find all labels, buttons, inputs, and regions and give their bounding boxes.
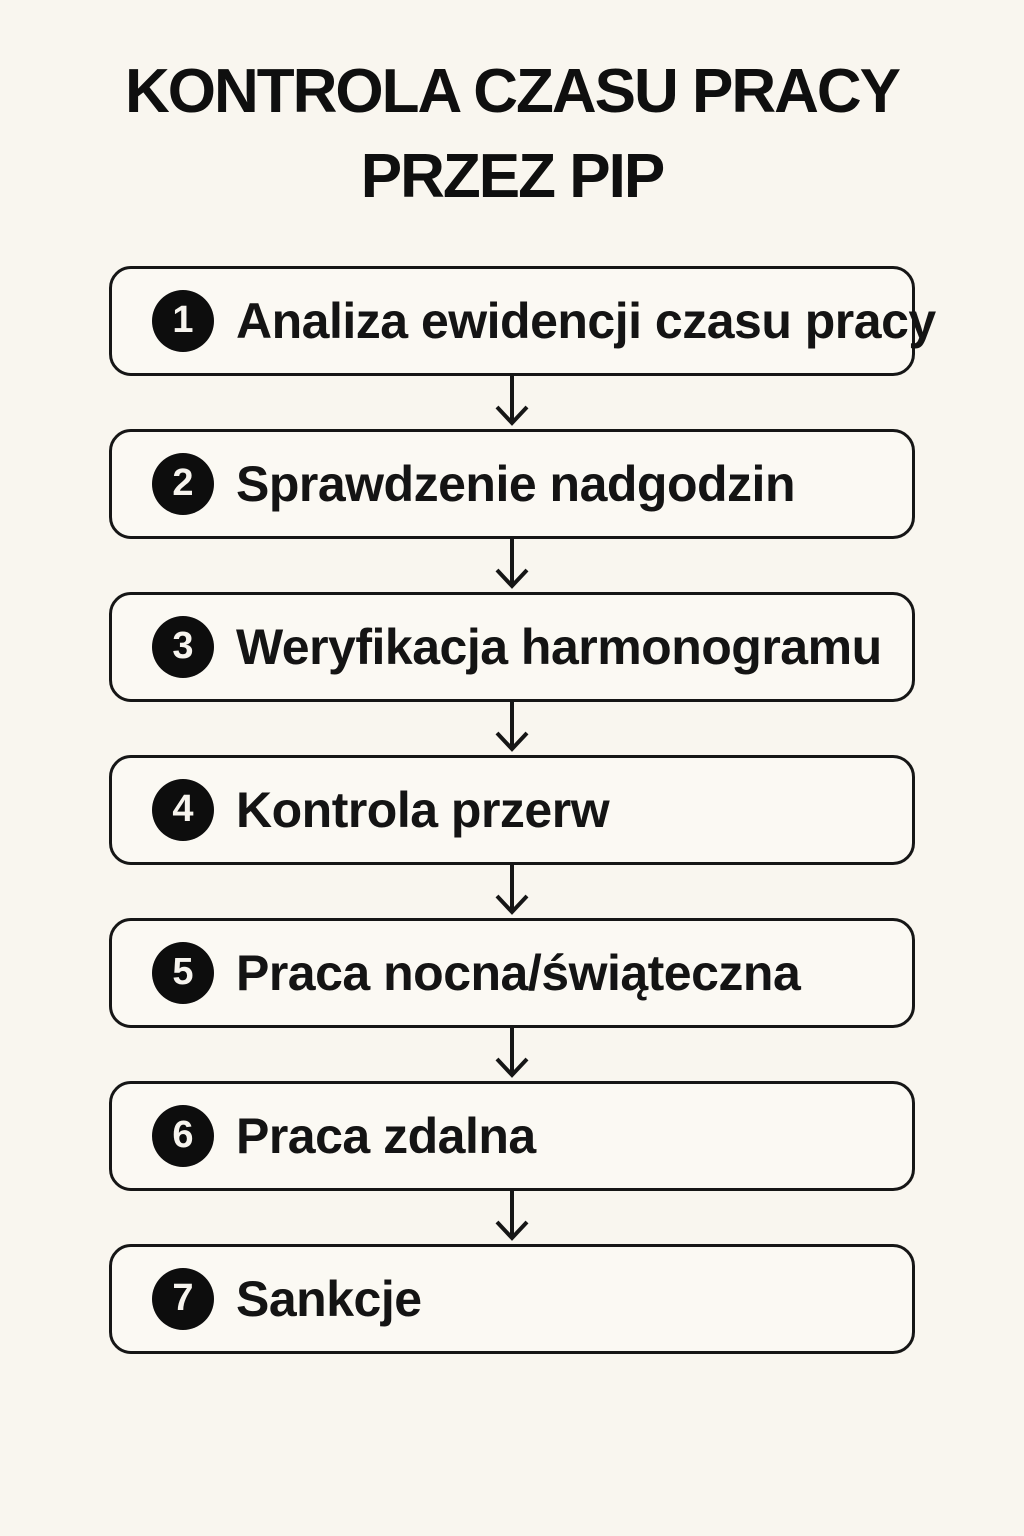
page-title	[32, 50, 992, 220]
flow-step-6	[109, 1081, 915, 1191]
flow-step-5	[109, 918, 915, 1028]
arrow-down-icon	[109, 865, 915, 918]
arrow-down-icon	[109, 1191, 915, 1244]
step-number-badge: 6	[152, 1105, 214, 1167]
flow-step-1	[109, 266, 936, 376]
step-number-badge: 2	[152, 453, 214, 515]
step-label: Praca nocna/świąteczna	[236, 944, 801, 1001]
arrow-down-icon	[109, 376, 915, 429]
step-label: Weryfikacja harmonogramu	[236, 618, 882, 675]
step-label: Analiza ewidencji czasu pracy	[236, 292, 936, 349]
step-number-badge: 1	[152, 290, 214, 352]
flow-step-3	[109, 592, 915, 702]
page-title-line2: PRZEZ PIP	[360, 141, 664, 211]
step-number-badge: 4	[152, 779, 214, 841]
flow-step-2	[109, 429, 915, 539]
arrow-down-icon	[109, 1028, 915, 1081]
step-number-badge: 3	[152, 616, 214, 678]
step-number-badge: 5	[152, 942, 214, 1004]
step-label: Praca zdalna	[236, 1107, 536, 1164]
flowchart	[109, 266, 936, 1354]
step-label: Kontrola przerw	[236, 781, 610, 838]
flow-step-7	[109, 1244, 915, 1354]
step-label: Sankcje	[236, 1270, 422, 1327]
arrow-down-icon	[109, 539, 915, 592]
flow-step-4	[109, 755, 915, 865]
step-number-badge: 7	[152, 1268, 214, 1330]
step-label: Sprawdzenie nadgodzin	[236, 455, 795, 512]
arrow-down-icon	[109, 702, 915, 755]
page-title-line1: KONTROLA CZASU PRACY	[124, 57, 900, 126]
